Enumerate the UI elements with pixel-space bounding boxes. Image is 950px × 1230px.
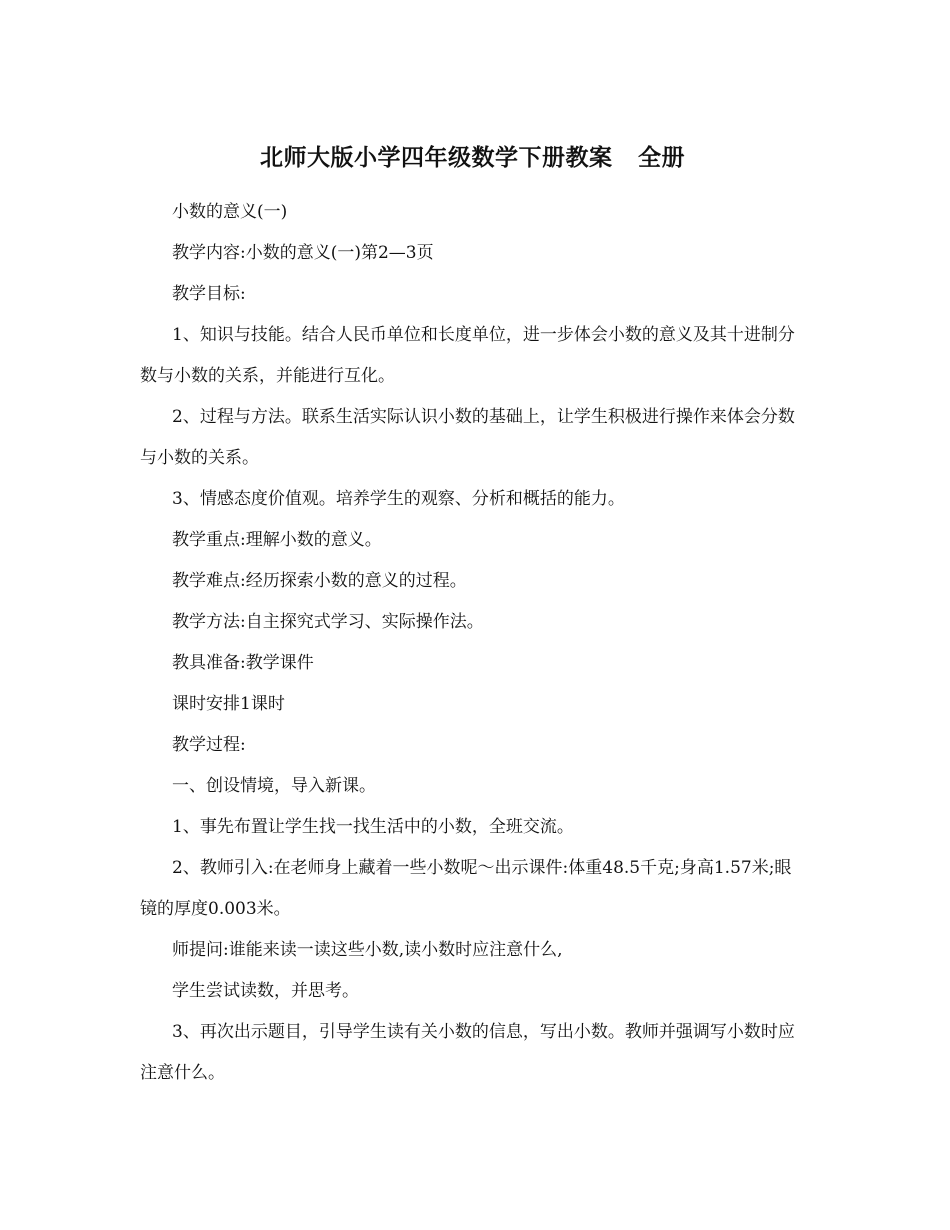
paragraph-objective-3: 3、情感态度价值观。培养学生的观察、分析和概括的能力。 [172,489,625,509]
paragraph-schedule: 课时安排1课时 [172,694,285,714]
paragraph-method: 教学方法:自主探究式学习、实际操作法。 [172,612,484,632]
paragraph-step-1: 1、事先布置让学生找一找生活中的小数，全班交流。 [172,817,574,837]
paragraph-objective-2: 2、过程与方法。联系生活实际认识小数的基础上，让学生积极进行操作来体会分数与小数的关系。 [140,407,795,468]
paragraph-difficulty: 教学难点:经历探索小数的意义的过程。 [172,571,467,591]
paragraph-step-2: 2、教师引入:在老师身上藏着一些小数呢～出示课件:体重48.5千克;身高1.57米;眼镜的厚度0.003米。 [140,858,792,919]
paragraph-student-response: 学生尝试读数，并思考。 [172,981,359,1001]
paragraph-objectives-label: 教学目标: [172,284,246,304]
document-title: 北师大版小学四年级数学下册教案 全册 [259,144,686,171]
paragraph-content: 教学内容:小数的意义(一)第2—3页 [172,243,434,263]
paragraph-process-label: 教学过程: [172,735,246,755]
paragraph-objective-1: 1、知识与技能。结合人民币单位和长度单位，进一步体会小数的意义及其十进制分数与小数的关系，并能进行互化。 [140,325,795,386]
document-page [140,140,805,1094]
document-body [140,192,805,1094]
paragraph-materials: 教具准备:教学课件 [172,653,314,673]
paragraph-section-heading: 小数的意义(一) [172,202,288,222]
paragraph-teacher-question: 师提问:谁能来读一读这些小数,读小数时应注意什么, [172,940,563,960]
paragraph-step-heading: 一、创设情境，导入新课。 [172,776,376,796]
paragraph-step-3: 3、再次出示题目，引导学生读有关小数的信息，写出小数。教师并强调写小数时应注意什么。 [140,1022,795,1083]
paragraph-key-point: 教学重点:理解小数的意义。 [172,530,382,550]
